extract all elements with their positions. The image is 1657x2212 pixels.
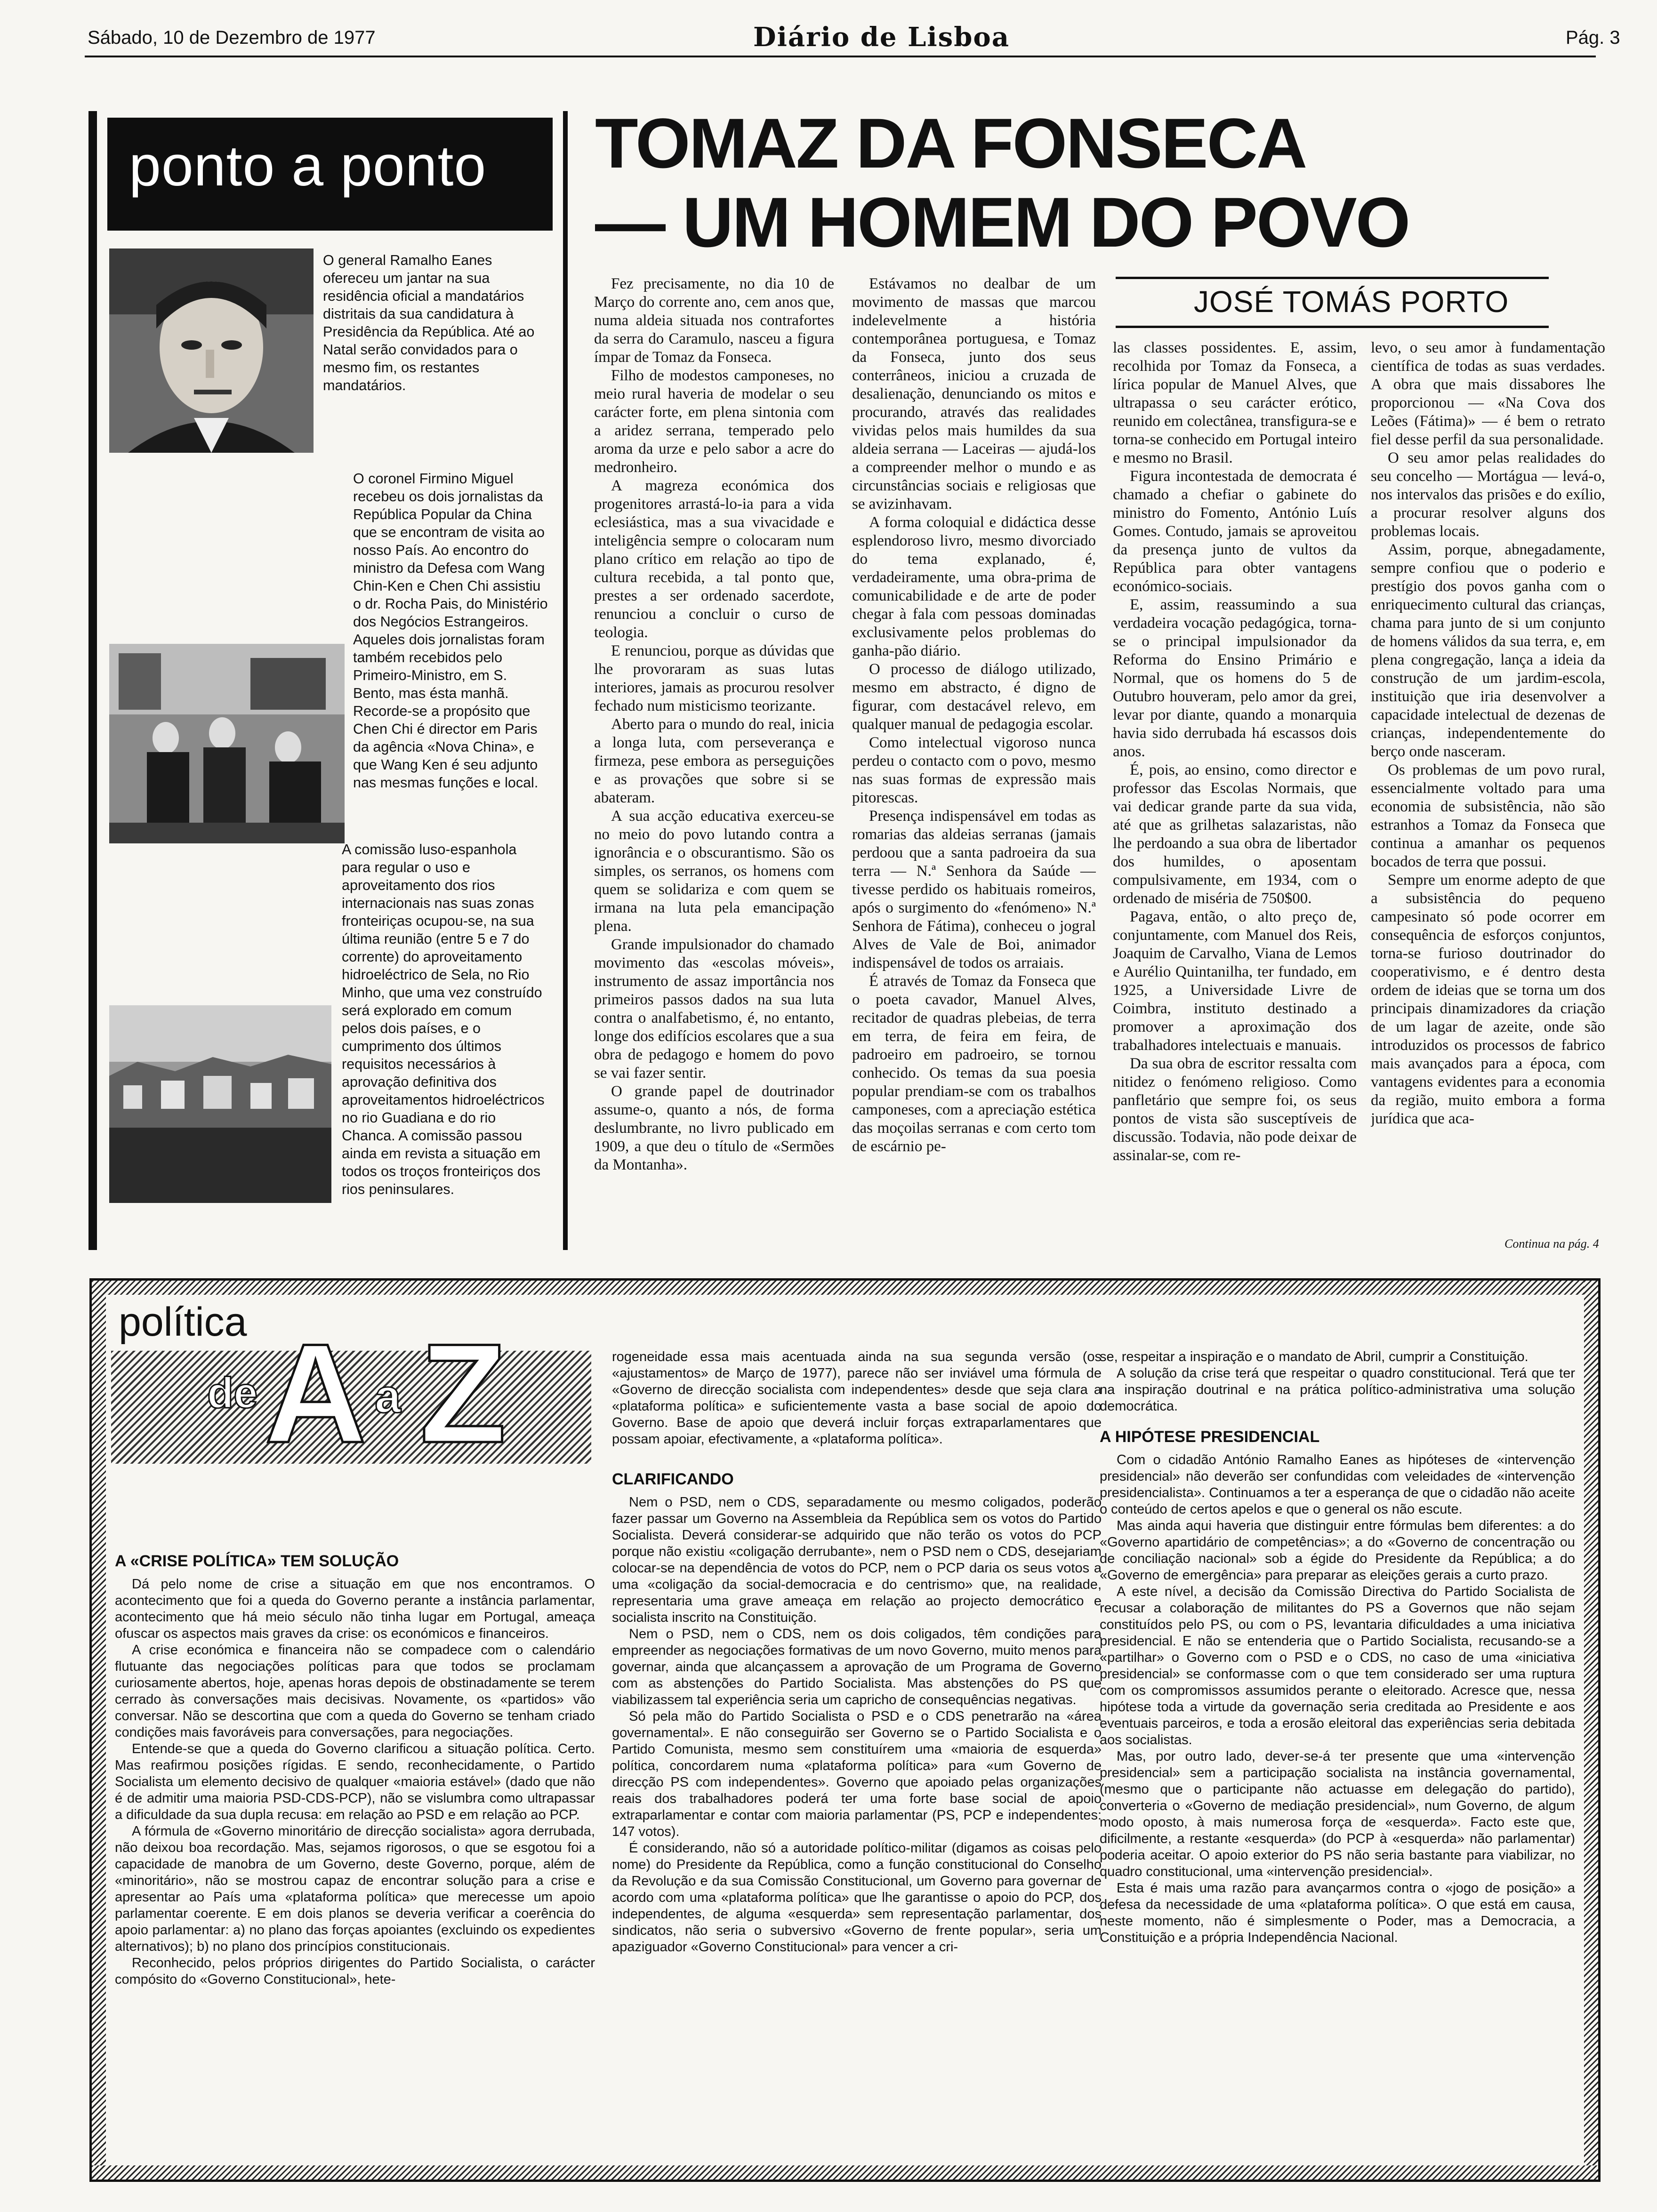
article-paragraph: É através de Tomaz da Fonseca que o poeta cavador, Manuel Alves, recitador de quadras plebeias, de terra em terra, de feira em feira, de padroeiro em padroeiro, se tornou conhecido. Os temas da sua poesia popular prendiam-se com os trabalhos camponeses, com a apreciação estética das moçoilas serranas e com certo tom de escárnio pe- xyxy=(852,973,1096,1155)
article-paragraph: E, assim, reassumindo a sua verdadeira vocação pedagógica, torna-se o principal impulsionador da Reforma do Ensino Primário e Normal, que os homens do 5 de Outubro houveram, pelo amor da grei, levar por diante, quando a monarquia havia sido derrubada há escassos dois anos. xyxy=(1113,596,1357,760)
meeting-photo xyxy=(109,644,345,843)
article-headline-1: TOMAZ DA FONSECA xyxy=(595,104,1306,183)
masthead: Diário de Lisboa xyxy=(753,22,1010,53)
article-paragraph: O seu amor pelas realidades do seu concelho — Mortágua — levá-o, nos intervalos das prisões e do exílio, a procurar resolver alguns dos problemas locais. xyxy=(1371,449,1605,540)
page-number: Pág. 3 xyxy=(1566,27,1620,48)
politica-paragraph: Nem o PSD, nem o CDS, separadamente ou mesmo coligados, poderão fazer passar um Governo na Assembleia da República sem os votos do Partido Socialista. Deverá considerar-se adquirido que não terão os votos do PCP porque não existiu «coligação derrubante», nem o PSD nem o CDS, desejariam colocar-se na dependência de votos do PCP, nem o PCP daria os seus votos a uma «coligação da social-democracia e do centrismo» que, na realidade, representaria uma grave ameaça em relação ao projecto democrático e socialista inscrito na Constituição. xyxy=(612,1495,1102,1625)
article-paragraph: Grande impulsionador do chamado movimento das «escolas móveis», instrumento de assaz importância nos primeiros passos dados na sua luta contra o analfabetismo, é, no entanto, longe dos edifícios escolares que a sua obra de pedagogo e homem do povo se vai fazer sentir. xyxy=(594,936,834,1082)
article-paragraph: Os problemas de um povo rural, essencialmente voltado para uma economia de subsistência, não são estranhos a Tomaz da Fonseca que continua a amanhar os pequenos bocados de terra que possui. xyxy=(1371,761,1605,870)
politica-paragraph: se, respeitar a inspiração e o mandato de Abril, cumprir a Constituição. xyxy=(1100,1349,1528,1364)
politica-paragraph: Reconhecido, pelos próprios dirigentes do Partido Socialista, o carácter compósito do «Governo Constitucional», hete- xyxy=(115,1956,595,1987)
sidebar-item-eanes-text: O general Ramalho Eanes ofereceu um jantar na sua residência oficial a mandatários distritais da sua candidatura à Presidência da República. Até ao Natal serão convidados para o mesmo fim, os restantes mandatários. xyxy=(323,252,535,393)
article-paragraph: Filho de modestos camponeses, no meio rural haveria de modelar o seu carácter forte, em plena sintonia com a aridez serrana, temperado pelo aroma da urze e pelo sabor a acre do medronheiro. xyxy=(594,367,834,476)
issue-date: Sábado, 10 de Dezembro de 1977 xyxy=(88,27,376,48)
politica-paragraph: rogeneidade essa mais acentuada ainda na sua segunda versão (os «ajustamentos» de Março de 1977), parece não ser inviável uma fórmula de «Governo de direcção socialista com independentes» desde que seja clara a «plataforma política» e suficientemente vasta a base social de apoio do Governo. Base de apoio que deverá incluir forças extraparlamentares que possam apoiar, efectivamente, a «plataforma política». xyxy=(612,1349,1102,1447)
politica-logo-a: A xyxy=(265,1314,367,1472)
landscape-photo xyxy=(109,1005,331,1203)
article-paragraph: Presença indispensável em todas as romarias das aldeias serranas (jamais perdoou que a santa padroeira da sua terra — N.ª Senhora da Saúde — tivesse perdido os habituais romeiros, após o surgimento do «fenómeno» N.ª Senhora de Fátima), conheceu o jogral Alves de Vale de Boi, animador indispensável de todos os arraiais. xyxy=(852,808,1096,971)
politica-paragraph: Esta é mais uma razão para avançarmos contra o «jogo de posição» a defesa da necessidade de uma «plataforma política». O que está em causa, neste momento, não é simplesmente o Poder, mas a Democracia, a Constituição e a própria Independência Nacional. xyxy=(1100,1881,1575,1945)
sidebar-item-china-text: O coronel Firmino Miguel recebeu os dois jornalistas da República Popular da China que se encontram de visita ao nosso País. Ao encontro do ministro da Defesa com Wang Chin-Ken e Chen Chi assistiu o dr. Rocha Pais, do Ministério dos Negócios Estrangeiros. Aqueles dois jornalistas foram também recebidos pelo Primeiro-Ministro, em S. Bento, mas ésta manhã. Recorde-se a propósito que Chen Chi é director em Paris da agência «Nova China», e que Wang Ken é seu adjunto nas mesmas funções e local. xyxy=(353,471,548,791)
header-rule xyxy=(85,56,1596,57)
politica-hatch-bottom xyxy=(92,2165,1598,2180)
politica-paragraph: A crise económica e financeira não se compadece com o calendário flutuante das negociações políticas para que todos se proclamam curiosamente abertos, hoje, apenas horas depois de obstinadamente se terem cerrado às conversações mais decisivas. Novamente, os «partidos» vão conversar. Não se descortina que com a queda do Governo se tenham criado condições mais favoráveis para conversações, para negociações. xyxy=(115,1643,595,1740)
politica-paragraph: A solução da crise terá que respeitar o quadro constitucional. Terá que ter na inspiração doutrinal e na prática político-administrativa uma solução democrática. xyxy=(1100,1366,1575,1414)
article-paragraph: O processo de diálogo utilizado, mesmo em abstracto, é digno de figurar, com destacável relevo, em qualquer manual de pedagogia escolar. xyxy=(852,661,1096,733)
article-paragraph: Fez precisamente, no dia 10 de Março do corrente ano, cem anos que, numa aldeia situada nos contrafortes da serra do Caramulo, nasceu a figura ímpar de Tomaz da Fonseca. xyxy=(594,275,834,366)
article-paragraph: levo, o seu amor à fundamentação científica de todas as suas verdades. A obra que mais dissabores lhe proporcionou — «Na Cova dos Leões (Fátima)» — é bem o retrato fiel desse perfil da sua personalidade. xyxy=(1371,339,1605,448)
politica-section-title: CLARIFICANDO xyxy=(612,1470,734,1488)
article-paragraph: A magreza económica dos progenitores arrastá-lo-ia para a vida eclesiástica, mas a sua vivacidade e inteligência sempre o colocaram num plano crítico em relação ao tipo de cultura recebida, a tal ponto que, prestes a ser ordenado sacerdote, renunciou a concluir o curso de teologia. xyxy=(594,477,834,641)
article-paragraph: las classes possidentes. E, assim, recolhida por Tomaz da Fonseca, a lírica popular de Manuel Alves, que ultrapassa o seu carácter erótico, reunido em colectânea, transfigura-se e torna-se conhecido em Portugal inteiro e mesmo no Brasil. xyxy=(1113,339,1357,466)
article-column-4 xyxy=(1371,339,1605,1233)
sidebar-item-rios-text: A comissão luso-espanhola para regular o uso e aproveitamento dos rios internacionais nas suas zonas fronteiriças ocupou-se, na sua última reunião (entre 5 e 7 do corrente) do aproveitamento hidroeléctrico de Sela, no Rio Minho, que uma vez construído será explorado em comum pelos dois países, e o cumprimento dos últimos requisitos necessários à aprovação definitiva dos aproveitamentos hidroeléctricos no rio Guadiana e do rio Chanca. A comissão passou ainda em revista a situação em todos os troços fronteiriços dos rios peninsulares. xyxy=(342,842,545,1197)
sidebar-divider xyxy=(563,111,568,1250)
sidebar-item-rios xyxy=(342,841,548,1198)
article-paragraph: A forma coloquial e didáctica desse esplendoroso livro, mesmo divorciado do tema explanado, é, verdadeiramente, uma obra-prima de comunicabilidade e de arte de poder chegar à fala com pessoas dominadas exclusivamente pelos problemas do ganha-pão diário. xyxy=(852,514,1096,659)
portrait-photo xyxy=(109,248,314,453)
politica-label: política xyxy=(119,1299,247,1345)
article-paragraph: Aberto para o mundo do real, inicia a longa luta, com perseverança e firmeza, pese embora as perseguições e as provações que sobre si se abateram. xyxy=(594,716,834,806)
byline-rule-bottom xyxy=(1116,326,1549,328)
article-paragraph: Da sua obra de escritor ressalta com nitidez o fenómeno religioso. Como panfletário que sempre foi, os seus pontos de vista são susceptíveis de discussão. Todavia, não pode deixar de assinalar-se, com re- xyxy=(1113,1055,1357,1164)
politica-section-title: A «CRISE POLÍTICA» TEM SOLUÇÃO xyxy=(115,1552,399,1570)
article-column-1 xyxy=(594,275,834,1254)
sidebar-title: ponto a ponto xyxy=(129,134,487,198)
politica-hatch-left xyxy=(92,1281,106,2180)
article-paragraph: Como intelectual vigoroso nunca perdeu o contacto com o povo, mesmo nas suas formas de expressão mais pitorescas. xyxy=(852,734,1096,806)
politica-logo-z: Z xyxy=(420,1314,507,1472)
sidebar-title-box xyxy=(107,118,553,231)
article-paragraph: Estávamos no dealbar de um movimento de massas que marcou indelevelmente a história contemporânea portuguesa, e Tomaz da Fonseca, junto dos seus conterrâneos, iniciou a cruzada de desalienação, denunciando os mitos e procurando, através das realidades vividas pelos mais humildes da sua aldeia serrana — Laceiras — ajudá-los a compreender melhor o mundo e as circunstâncias sociais e religiosas que se avizinhavam. xyxy=(852,275,1096,513)
article-paragraph: E renunciou, porque as dúvidas que lhe provoraram as suas lutas interiores, jamais as procurou resolver fechado num misticismo teorizante. xyxy=(594,642,834,714)
politica-column-3 xyxy=(1100,1349,1575,2163)
sidebar-left-bar xyxy=(88,111,97,1250)
politica-paragraph: Entende-se que a queda do Governo clarificou a situação política. Certo. Mas reafirmou posições rígidas. E sendo, reconhecidamente, o Partido Socialista um elemento decisivo de qualquer «maioria estável» (dado que não é de admitir uma maioria PSD-CDS-PCP), não se vislumbra como ultrapassar a dificuldade da sua dupla recusa: em relação ao PSD e em relação ao PCP. xyxy=(115,1741,595,1822)
article-column-2 xyxy=(852,275,1096,1254)
article-headline-2: — UM HOMEM DO POVO xyxy=(595,183,1409,262)
article-paragraph: A sua acção educativa exerceu-se no meio do povo lutando contra a ignorância e o obscurantismo. São os simples, os serranos, os homens com quem se solidariza e com quem se irmana na luta pela emancipação plena. xyxy=(594,808,834,935)
politica-paragraph: É considerando, não só a autoridade político-militar (digamos as coisas pelo nome) do Presidente da República, como a função constitucional do Conselho da Revolução e da sua Comissão Constitucional, um Governo para governar de acordo com uma «plataforma política» que lhe garantisse o apoio do PCP, dos independentes, de alguma «esquerda» sem representação parlamentar, dos sindicatos, não seria o subversivo «Governo de frente popular», seria um apaziguador «Governo Constitucional» para vencer a cri- xyxy=(612,1841,1102,1955)
article-paragraph: Assim, porque, abnegadamente, sempre confiou que o poderio e prestígio dos povos ganha com o enriquecimento cultural das crianças, chama para junto de si um conjunto de homens válidos da sua terra, e, em plena congregação, lança a ideia da construção de um jardim-escola, instituição que iria desenvolver a capacidade intelectual de dezenas de crianças, independentemente do berço onde nasceram. xyxy=(1371,541,1605,760)
byline-rule-top xyxy=(1116,277,1549,279)
article-paragraph: É, pois, ao ensino, como director e professor das Escolas Normais, que vai dedicar grande parte da sua vida, até que as grilhetas salazaristas, não lhe perdoando a sua obra de libertador dos humildes, o aposentam compulsivamente, em 1934, com o ordenado de miséria de 750$00. xyxy=(1113,761,1357,907)
politica-paragraph: Nem o PSD, nem o CDS, nem os dois coligados, têm condições para empreender as negociações formativas de um novo Governo, muito menos para governar, ainda que alcançassem a aprovação de um Programa de Governo com as abstenções do Partido Socialista. Mas abstenções do PS que viabilizassem tal experiência seria um capricho de consequências negativas. xyxy=(612,1627,1102,1707)
politica-paragraph: Dá pelo nome de crise a situação em que nos encontramos. O acontecimento que foi a queda do Governo perante a instância parlamentar, acontecimento que há meio século não tinha lugar em Portugal, ameaça ofuscar os aspectos mais graves da crise: os económicos e financeiros. xyxy=(115,1577,595,1641)
politica-column-1 xyxy=(115,1547,595,2164)
continued-note: Continua na pág. 4 xyxy=(1504,1237,1599,1250)
article-byline: JOSÉ TOMÁS PORTO xyxy=(1194,285,1509,319)
politica-hatch xyxy=(92,1281,1598,1295)
politica-paragraph: Só pela mão do Partido Socialista o PSD e o CDS penetrarão na «área governamental». E não conseguirão ser Governo se o Partido Socialista e o Partido Comunista, mesmo sem constituírem uma «maioria de esquerda» política, concordarem numa «plataforma política» para «um Governo de direcção PS com independentes». Governo que apoiado pelas organizações reais dos trabalhadores poderá ter uma forte base social de apoio extraparlamentar e contar com maioria parlamentar (PS, PCP e independentes: 147 votos). xyxy=(612,1709,1102,1839)
politica-logo-a-small: a xyxy=(375,1370,401,1423)
politica-section-title: A HIPÓTESE PRESIDENCIAL xyxy=(1100,1428,1320,1446)
politica-paragraph: Mas ainda aqui haveria que distinguir entre fórmulas bem diferentes: a do «Governo apartidário de competências»; a do «Governo de concentração ou de conciliação nacional» sob a égide do Presidente da República; a do «Governo de emergência» para preparar as eleições gerais a curto prazo. xyxy=(1100,1518,1575,1583)
politica-paragraph: Com o cidadão António Ramalho Eanes as hipóteses de «intervenção presidencial» não deverão ser confundidas com veleidades de «intervenção presidencialista». Continuamos a ter a esperança de que o cidadão não aceite o conteúdo de certos apelos e que o general os não escute. xyxy=(1100,1452,1575,1517)
politica-logo xyxy=(111,1299,601,1506)
politica-hatch-right xyxy=(1584,1281,1598,2180)
article-paragraph: Sempre um enorme adepto de que a subsistência do pequeno campesinato só pode ocorrer em consequência de esforços conjuntos, torna-se furioso doutrinador do cooperativismo, e é dentro desta ordem de ideias que se torna um dos principais dinamizadores da criação de um lagar de azeite, onde são introduzidos os processos de fabrico mais avançados para a época, com vantagens evidentes para a economia da região, muito embora a forma jurídica que aca- xyxy=(1371,872,1605,1127)
sidebar-item-china xyxy=(353,470,549,792)
politica-paragraph: A fórmula de «Governo minoritário de direcção socialista» agora derrubada, não deixou boa recordação. Mas, sejamos rigorosos, o que se esgotou foi a capacidade de manobra de um Governo, deste Governo, porque, além de «minoritário», não se mostrou capaz de encontrar solução para a crise e apresentar ao País uma «plataforma política» que merecesse um apoio parlamentar coerente. E em dois planos se deveria verificar a coerência do apoio parlamentar: a) no plano das forças apoiantes (excluindo os expedientes alternativos); b) no plano dos princípios constitucionais. xyxy=(115,1824,595,1954)
article-paragraph: Pagava, então, o alto preço de, conjuntamente, com Manuel dos Reis, Joaquim de Carvalho, Viana de Lemos e Aurélio Quintanilha, ter fundado, em 1925, a Universidade Livre de Coimbra, instituto destinado a promover a aproximação dos trabalhadores intelectuais e manuais. xyxy=(1113,908,1357,1054)
article-paragraph: O grande papel de doutrinador assume-o, quanto a nós, de forma deslumbrante, no livro publicado em 1909, a que deu o título de «Sermões da Montanha». xyxy=(594,1083,834,1173)
article-paragraph: Figura incontestada de democrata é chamado a chefiar o gabinete do ministro do Fomento, António Luís Gomes. Contudo, jamais se aproveitou da presença junto de vultos da República para obter vantagens económico-sociais. xyxy=(1113,468,1357,595)
politica-column-2 xyxy=(612,1349,1102,2163)
politica-logo-de: de xyxy=(207,1369,258,1417)
politica-paragraph: Mas, por outro lado, dever-se-á ter presente que uma «intervenção presidencial» sem a participação socialista na instância governamental, (mesmo que o participante não actuasse em delegação do partido), converteria o «Governo de mediação presidencial», num Governo, de algum modo oposto, à mais numerosa força de «esquerda». Facto este que, dificilmente, a restante «esquerda» (do PCP à «esquerda» não parlamentar) poderia aceitar. O apoio exterior do PS não seria bastante para viabilizar, no quadro constitucional, uma «intervenção presidencial». xyxy=(1100,1749,1575,1879)
article-column-3 xyxy=(1113,339,1357,1254)
sidebar-item-eanes xyxy=(323,251,544,394)
politica-paragraph: A este nível, a decisão da Comissão Directiva do Partido Socialista de recusar a colaboração de militantes do PS a Governos que não sejam constituídos pelo PS, ou com o PS, levantaria dificuldades a uma iniciativa presidencial. E não se entenderia que o Partido Socialista, recusando-se a «partilhar» o Governo com o PSD e o CDS, no caso de uma «iniciativa presidencial» se conformasse com o que tem considerado ser uma ruptura com os compromissos assumidos perante o eleitorado. Acresce que, nessa hipótese toda a virtude da governação seria creditada ao Presidente e aos eventuais parceiros, e toda a erosão eleitoral das experiências seria debitada aos socialistas. xyxy=(1100,1584,1575,1747)
